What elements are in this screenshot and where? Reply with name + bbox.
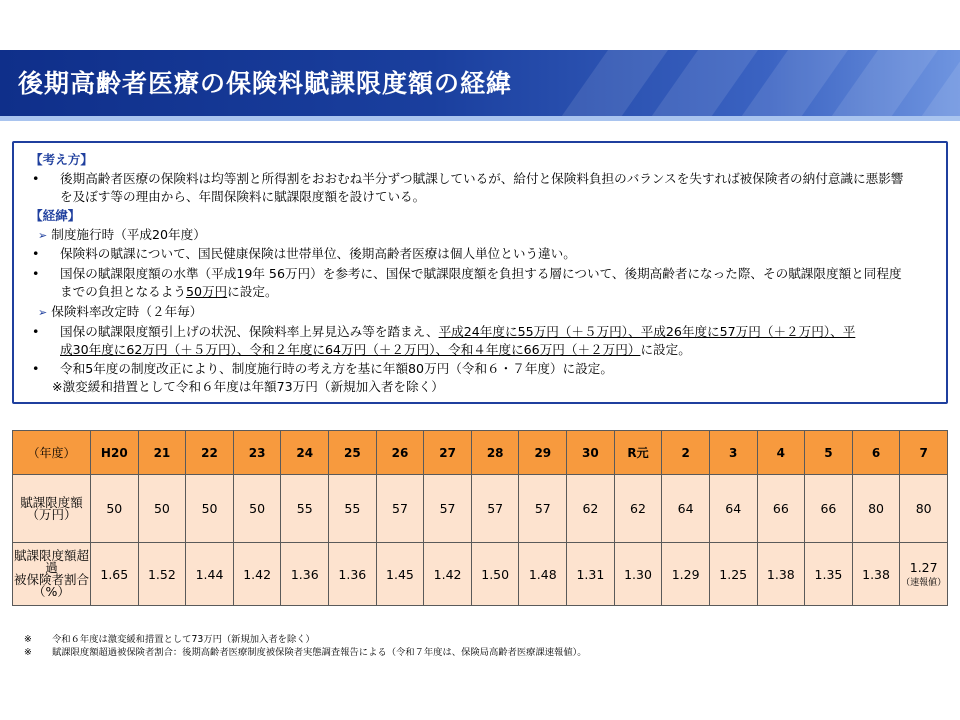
year-cell: 21	[138, 431, 186, 475]
concept-text-line2: を及ぼす等の理由から、年間保険料に賦課限度額を設けている。	[60, 189, 426, 204]
limit-value-cell: 66	[805, 475, 853, 543]
footnote-1: ※ 令和６年度は激変緩和措置として73万円（新規加入者を除く）	[24, 634, 315, 645]
year-cell: 23	[233, 431, 281, 475]
section-header-concept: 【考え方】	[30, 152, 93, 167]
year-cell: 27	[424, 431, 472, 475]
bullet-icon: •	[32, 171, 40, 186]
arrow-icon: ➢	[38, 229, 48, 242]
revision-bullet-2-text: 令和5年度の制度改正により、制度施行時の考え方を基に年額80万円（令和６・７年度）に設定。	[60, 361, 613, 376]
section-header-history: 【経緯】	[30, 208, 81, 223]
year-cell: 28	[471, 431, 519, 475]
footnotes	[24, 633, 587, 659]
limit-value-cell: 55	[329, 475, 377, 543]
preliminary-note: （速報値）	[901, 578, 947, 588]
limit-value-cell: 50	[233, 475, 281, 543]
bullet-icon: •	[32, 266, 40, 281]
limit-history-table	[12, 430, 948, 606]
limit-value-cell: 57	[376, 475, 424, 543]
launch-bullet-1-text: 保険料の賦課について、国民健康保険は世帯単位、後期高齢者医療は個人単位という違い。	[60, 246, 576, 261]
year-cell: 30	[567, 431, 615, 475]
limit-value-cell: 57	[424, 475, 472, 543]
revision-bullet-1-underlined: 平成24年度に55万円（＋５万円）、平成26年度に57万円（＋２万円）、平	[438, 324, 856, 339]
limit-value-cell: 50	[138, 475, 186, 543]
ratio-value-cell: 1.35	[805, 543, 853, 606]
year-cell: 25	[329, 431, 377, 475]
banner-decoration	[540, 50, 960, 116]
limit-value-cell: 80	[852, 475, 900, 543]
ratio-value-cell: 1.42	[233, 543, 281, 606]
limit-value-cell: 57	[519, 475, 567, 543]
table-row-limit	[13, 475, 948, 543]
year-cell: 3	[709, 431, 757, 475]
ratio-value-cell: 1.29	[662, 543, 710, 606]
revision-note-text: ※激変緩和措置として令和６年度は年額73万円（新規加入者を除く）	[52, 379, 444, 394]
arrow-icon: ➢	[38, 306, 48, 319]
launch-bullet-2-line1: 国保の賦課限度額の水準（平成19年 56万円）を参考に、国保で賦課限度額を負担する層について、後期高齢者になった際、その賦課限度額と同程度	[60, 266, 902, 281]
ratio-value-cell: 1.38	[852, 543, 900, 606]
year-cell: 2	[662, 431, 710, 475]
ratio-value-cell	[900, 543, 948, 606]
subheading-revision-text: 保険料率改定時（２年毎）	[51, 304, 203, 319]
ratio-value-cell: 1.36	[329, 543, 377, 606]
concept-text-line1: 後期高齢者医療の保険料は均等割と所得割をおおむね半分ずつ賦課しているが、給付と保険料負担のバランスを失すれば被保険者の納付意識に悪影響	[60, 171, 904, 186]
year-label: （年度）	[13, 431, 91, 475]
limit-value-cell: 62	[614, 475, 662, 543]
launch-bullet-2-pre: までの負担となるよう	[60, 284, 186, 299]
page-title: 後期高齢者医療の保険料賦課限度額の経緯	[18, 69, 513, 98]
year-cell: 6	[852, 431, 900, 475]
footnote-2: ※ 賦課限度額超過被保険者割合：後期高齢者医療制度被保険者実態調査報告による（令和７年度は、保険局高齢者医療課速報値）。	[24, 647, 587, 658]
year-cell: H20	[91, 431, 139, 475]
year-cell: R元	[614, 431, 662, 475]
limit-value-cell: 64	[709, 475, 757, 543]
ratio-value-cell: 1.42	[424, 543, 472, 606]
ratio-value-cell: 1.30	[614, 543, 662, 606]
table-row-ratio	[13, 543, 948, 606]
subheading-launch-text: 制度施行時（平成20年度）	[51, 227, 206, 242]
ratio-value: 1.27	[909, 560, 938, 575]
year-cell: 29	[519, 431, 567, 475]
limit-value-cell: 50	[91, 475, 139, 543]
revision-bullet-1-post: に設定。	[640, 342, 691, 357]
year-cell: 22	[186, 431, 234, 475]
limit-value-cell: 64	[662, 475, 710, 543]
explanation-box	[12, 141, 948, 404]
bullet-icon: •	[32, 246, 40, 261]
limit-row-label: 賦課限度額 （万円）	[13, 475, 91, 543]
year-cell: 5	[805, 431, 853, 475]
ratio-value-cell: 1.48	[519, 543, 567, 606]
ratio-value-cell: 1.65	[91, 543, 139, 606]
year-cell: 26	[376, 431, 424, 475]
year-cell: 7	[900, 431, 948, 475]
table-header-row	[13, 431, 948, 475]
year-cell: 4	[757, 431, 805, 475]
bullet-icon: •	[32, 324, 40, 339]
launch-limit-amount: 50万円	[185, 284, 228, 299]
limit-value-cell: 57	[471, 475, 519, 543]
ratio-value-cell: 1.44	[186, 543, 234, 606]
ratio-value-cell: 1.38	[757, 543, 805, 606]
title-banner	[0, 50, 960, 121]
limit-value-cell: 50	[186, 475, 234, 543]
year-cell: 24	[281, 431, 329, 475]
revision-bullet-1-underlined-2: 成30年度に62万円（＋５万円）、令和２年度に64万円（＋２万円）、令和４年度に66万円（＋２万円）	[60, 342, 641, 357]
ratio-value-cell: 1.52	[138, 543, 186, 606]
limit-value-cell: 66	[757, 475, 805, 543]
ratio-value-cell: 1.50	[471, 543, 519, 606]
ratio-value-cell: 1.25	[709, 543, 757, 606]
ratio-value-cell: 1.45	[376, 543, 424, 606]
ratio-value-cell: 1.31	[567, 543, 615, 606]
ratio-value-cell: 1.36	[281, 543, 329, 606]
limit-value-cell: 62	[567, 475, 615, 543]
ratio-row-label: 賦課限度額超過 被保険者割合 （%）	[13, 543, 91, 606]
limit-value-cell: 80	[900, 475, 948, 543]
revision-bullet-1-pre: 国保の賦課限度額引上げの状況、保険料率上昇見込み等を踏まえ、	[60, 324, 439, 339]
launch-bullet-2-post: に設定。	[227, 284, 278, 299]
bullet-icon: •	[32, 361, 40, 376]
limit-value-cell: 55	[281, 475, 329, 543]
